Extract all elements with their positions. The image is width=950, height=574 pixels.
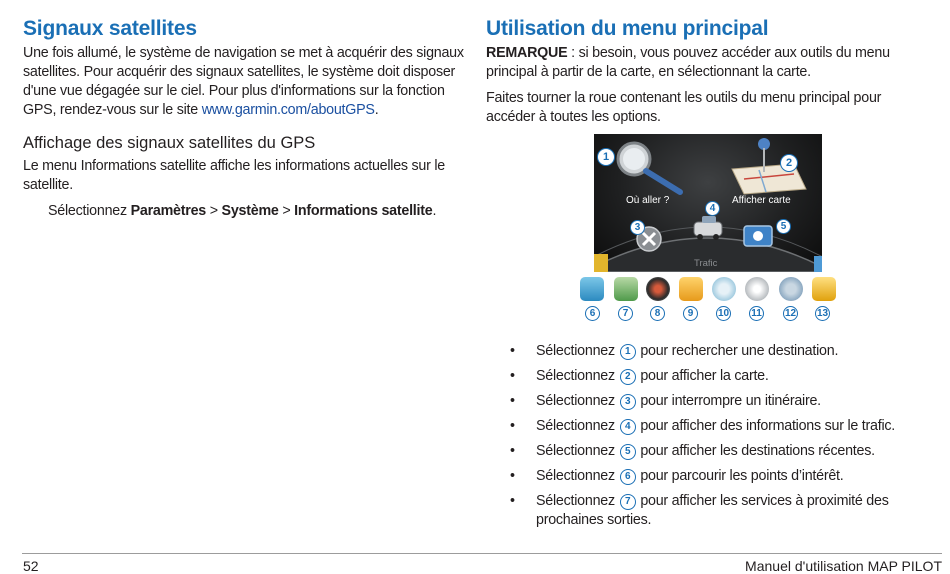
bullet-text: pour afficher la carte. — [636, 368, 769, 384]
callout-5: 5 — [776, 219, 791, 234]
menu-path-parametres: Paramètres — [130, 203, 206, 219]
bullet-text: Sélectionnez — [536, 393, 619, 409]
path-separator: > — [206, 203, 222, 219]
section-title-satellites: Signaux satellites — [23, 17, 197, 40]
note-label: REMARQUE — [486, 45, 568, 61]
volume-speaker-icon — [745, 277, 769, 301]
view-map-label: Afficher carte — [732, 195, 791, 206]
intro-text: Une fois allumé, le système de navigation se met à acquérir des signaux satellites. Pour acquérir des signaux satellites, le système doit disposer d'une vue dégagée sur le ciel. Pour plus d'informations sur la fonction GPS, rendez-vous sur le site — [23, 45, 464, 118]
alert-icon — [812, 277, 836, 301]
inline-callout-3: 3 — [620, 394, 636, 410]
list-item — [510, 392, 910, 411]
callout-8: 8 — [650, 306, 665, 321]
menu-path-systeme: Système — [221, 203, 279, 219]
callout-1: 1 — [597, 148, 615, 166]
recent-destinations-icon — [744, 226, 772, 246]
section-title-main-menu: Utilisation du menu principal — [486, 17, 769, 40]
garmin-gps-link[interactable]: www.garmin.com/aboutGPS — [201, 102, 375, 118]
traffic-cars-icon — [694, 216, 722, 240]
callout-6: 6 — [585, 306, 600, 321]
wheel-paragraph: Faites tourner la roue contenant les outils du menu principal pour accéder à toutes les options. — [486, 90, 882, 125]
gps-step — [48, 202, 468, 221]
step-end: . — [432, 203, 437, 219]
points-of-interest-icon — [580, 277, 604, 301]
callout-4: 4 — [705, 201, 720, 216]
bullet-text: pour afficher les services à proximité des prochaines sorties. — [536, 493, 889, 528]
bullet-text: pour afficher des informations sur le trafic. — [636, 418, 896, 434]
subsection-title-gps: Affichage des signaux satellites du GPS — [23, 134, 316, 152]
bullet-text: pour parcourir les points d’intérêt. — [636, 468, 844, 484]
page-number: 52 — [23, 558, 39, 574]
bullet-text: pour rechercher une destination. — [636, 343, 839, 359]
callout-11: 11 — [749, 306, 764, 321]
where-to-label: Où aller ? — [626, 195, 670, 206]
bullet-text: Sélectionnez — [536, 468, 619, 484]
settings-gears-icon — [779, 277, 803, 301]
list-item — [510, 417, 910, 436]
speedometer-icon — [646, 277, 670, 301]
list-item — [510, 342, 910, 361]
device-main-menu-screenshot — [594, 134, 822, 272]
traffic-label: Trafic — [694, 258, 718, 269]
rotate-icon — [712, 277, 736, 301]
menu-tools-icon-bar — [576, 275, 840, 305]
search-magnifier-icon — [618, 143, 680, 192]
bullet-text: pour afficher les destinations récentes. — [636, 443, 875, 459]
intro-end: . — [374, 102, 379, 118]
exit-services-icon — [614, 277, 638, 301]
bullet: • — [510, 368, 515, 384]
detour-arrow-icon — [679, 277, 703, 301]
callout-7: 7 — [618, 306, 633, 321]
bullet: • — [510, 493, 515, 509]
list-item — [510, 467, 910, 486]
callout-2: 2 — [780, 154, 798, 172]
icon-number-row — [582, 306, 842, 326]
bullet-text: pour interrompre un itinéraire. — [636, 393, 821, 409]
callout-3: 3 — [630, 220, 645, 235]
callout-9: 9 — [683, 306, 698, 321]
bullet: • — [510, 443, 515, 459]
bullet: • — [510, 343, 515, 359]
gps-info-paragraph: Le menu Informations satellite affiche les informations actuelles sur le satellite. — [23, 158, 445, 193]
list-item — [510, 492, 910, 530]
footer-divider — [22, 553, 942, 554]
main-menu-options-list — [510, 342, 910, 536]
note-paragraph — [486, 44, 936, 82]
bullet: • — [510, 468, 515, 484]
inline-callout-6: 6 — [620, 469, 636, 485]
satellites-intro-paragraph — [23, 44, 468, 120]
bullet: • — [510, 418, 515, 434]
bullet: • — [510, 393, 515, 409]
bullet-text: Sélectionnez — [536, 343, 619, 359]
menu-path-informations-satellite: Informations satellite — [294, 203, 433, 219]
callout-10: 10 — [717, 308, 730, 319]
step-prefix: Sélectionnez — [48, 203, 131, 219]
list-item — [510, 367, 910, 386]
callout-13: 13 — [816, 308, 829, 319]
note-text: : si besoin, vous pouvez accéder aux outils du menu principal à partir de la carte, en sélectionnant la carte. — [486, 45, 890, 80]
bullet-text: Sélectionnez — [536, 493, 619, 509]
inline-callout-7: 7 — [620, 494, 636, 510]
inline-callout-4: 4 — [620, 419, 636, 435]
list-item — [510, 442, 910, 461]
bullet-text: Sélectionnez — [536, 443, 619, 459]
callout-12: 12 — [784, 308, 797, 319]
bullet-text: Sélectionnez — [536, 368, 619, 384]
inline-callout-2: 2 — [620, 369, 636, 385]
inline-callout-1: 1 — [620, 344, 636, 360]
inline-callout-5: 5 — [620, 444, 636, 460]
manual-title: Manuel d'utilisation MAP PILOT — [745, 558, 942, 574]
path-separator: > — [278, 203, 295, 219]
bullet-text: Sélectionnez — [536, 418, 619, 434]
